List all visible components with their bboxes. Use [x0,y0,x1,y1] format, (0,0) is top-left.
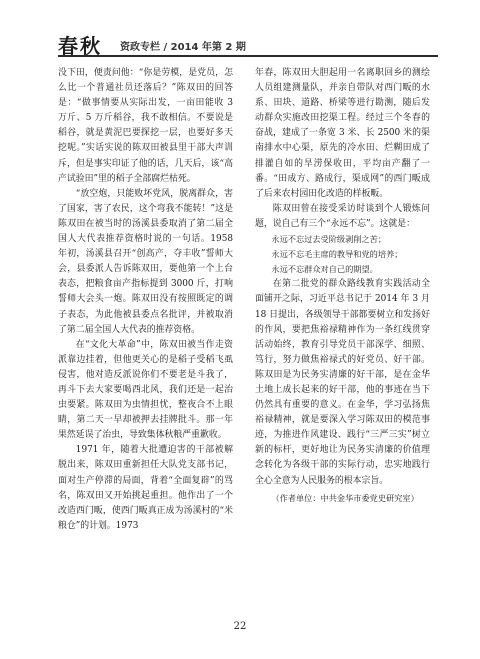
header-rule [58,55,438,57]
paragraph: 年春，陈双田大胆起用一名离职回乡的测绘人员组建测量队，并亲自带队对西门畈的水系、田块、道路、桥梁等进行勘测，随后发动群众实施改田挖渠工程。经过三个冬春的奋战，建成了一条宽 3 米、长 2500 米的渠南排水中心渠，原先的冷水田、烂糊田成了排灌自如的旱涝保收田，平均亩产翻了一番。“田成方、路成行，渠成网”的西门畈成了后来农村园田化改造的样板畈。 [255,68,430,199]
page-header [58,30,438,58]
quote-line: 永远不忘群众对自己的期望。 [271,264,378,275]
section-label: 资政专栏 / 2014 年第 2 期 [120,42,246,53]
paragraph: “放空炮，只能败坏党风，脱离群众，害了国家，害了农民，这个弯我不能转！”这是陈双田在被当时的汤溪县委取消了第二届全国人大代表推荐资格时说的一句话。1958 年初，汤溪县召开“创高产，夺丰收”誓师大会，县委派人告诉陈双田，要他第一个上台表态，把粮食亩产指标提到 3000 斤，打响誓师大会头一炮。陈双田没有按照既定的调子表态，为此他被县委点名批评，并被取消了第二届全国人大代表的推荐资格。 [58,188,233,335]
paragraph: 1971 年，随着大批遭迫害的干部被解脱出来，陈双田重新担任大队党支部书记，面对生产停滞的局面，背着“全面复辟”的骂名，陈双田又开始挑起重担。他作出了一个改造西门畈，使西门畈真正成为汤溪村的“米粮仓”的计划。1973 [58,445,233,531]
author-affiliation: （作者单位：中共金华市委党史研究室） [271,492,419,503]
quote-line: 永远不忘毛主席的教导和党的培养； [271,249,403,260]
magazine-logo: 春秋 [58,34,102,58]
paragraph: 陈双田曾在接受采访时谈到个人锻炼问题，说自己有三个“永远不忘”。这就是： [255,203,430,229]
quote-line: 永远不忘过去受阶级剥削之苦； [271,234,387,245]
page-number: 22 [233,621,247,632]
paragraph: 在“文化大革命”中，陈双田被当作走资派靠边挂着，但他更关心的是稻子受稻飞虱侵害，他对造反派说你们不要老是斗我了，再斗下去大家要喝西北风，我们还是一起治虫要紧。陈双田为虫情担忧，整夜合不上眼睛，第二天一早却被押去挂牌批斗。那一年果然延误了治虫，导致集体秋粮严重歉收。 [58,339,233,441]
paragraph: 在第二批党的群众路线教育实践活动全面铺开之际，习近平总书记于 2014 年 3 月 18 日提出，各级领导干部都要树立和发扬好的作风，要把焦裕禄精神作为一条红线贯穿活动始终，教育引导党员干部深学、细照、笃行，努力做焦裕禄式的好党员、好干部。陈双田是为民务实清廉的好干部，是在金华土地上成长起来的好干部，他的事迹在当下仍然具有重要的意义。在金华，学习弘扬焦裕禄精神，就是要深入学习陈双田的模范事迹，为推进作风建设、践行“三严三实”树立新的标杆，更好地让为民务实清廉的价值理念转化为各级干部的实际行动，忠实地践行全心全意为人民服务的根本宗旨。 [255,279,430,486]
left-column [58,66,233,534]
paragraph: 没下田，便责问他：“你是劳模，是党员，怎么比一个普通社员还落后？”陈双田的回答是：“做事情要从实际出发，一亩田能收 3 万斤、5 万斤稻谷，我不敢相信。不要说是稻谷，就是黄泥巴要探挖一层，也要好多天挖呢。”实话实说的陈双田被县里干部大声训斥，但是事实印证了他的话，几天后，该“高产试验田”里的稻子全部腐烂枯死。 [58,68,233,184]
right-column [255,66,430,505]
